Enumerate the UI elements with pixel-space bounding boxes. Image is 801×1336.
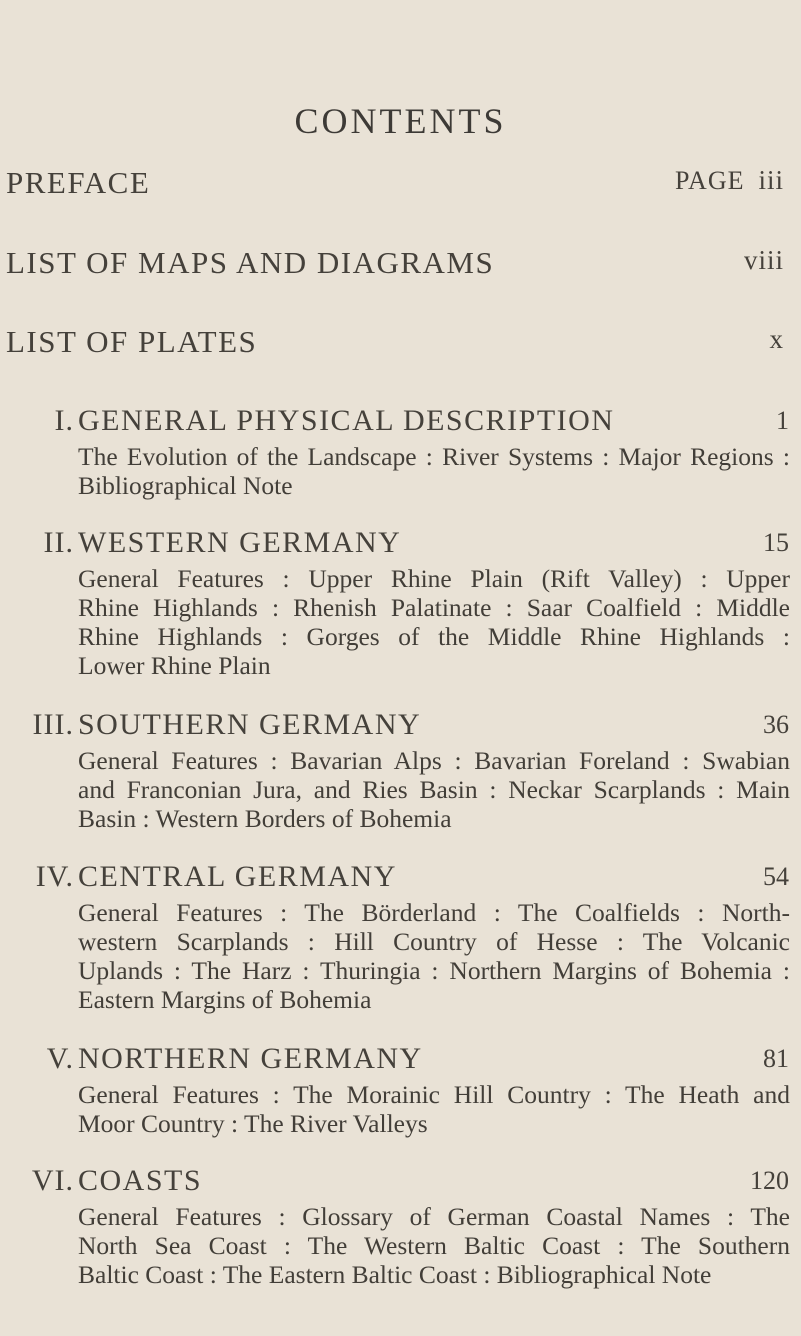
chapter-number: II. (43, 526, 74, 559)
description-line: General Features : Bavarian Alps : Bavarian Foreland : Swabian (78, 746, 790, 775)
chapter-page: 81 (763, 1044, 789, 1073)
chapter-description (78, 746, 790, 833)
chapter-page: 36 (763, 710, 789, 739)
page-number: iii (758, 165, 784, 195)
chapter-page: 54 (763, 862, 789, 891)
description-line: Moor Country : The River Valleys (78, 1109, 428, 1138)
description-line: western Scarplands : Hill Country of Hesse : The Volcanic (78, 927, 790, 956)
chapter-heading: SOUTHERN GERMANY (78, 708, 422, 741)
front-matter-maps (6, 245, 792, 281)
chapter-heading: WESTERN GERMANY (78, 526, 402, 559)
chapter-page: 120 (750, 1166, 789, 1195)
chapter-heading: CENTRAL GERMANY (78, 860, 397, 893)
chapter-heading: COASTS (78, 1164, 203, 1197)
chapter-number: I. (54, 404, 74, 437)
description-line: General Features : Glossary of German Coastal Names : The (78, 1202, 790, 1231)
chapter-description (78, 442, 790, 500)
front-matter-label: PREFACE (6, 165, 151, 200)
description-line: Rhine Highlands : Rhenish Palatinate : Saar Coalfield : Middle (78, 593, 790, 622)
front-matter-preface (6, 165, 792, 201)
front-matter-label: LIST OF PLATES (6, 324, 258, 359)
description-line: North Sea Coast : The Western Baltic Coast : The Southern (78, 1231, 790, 1260)
chapter-number: III. (32, 708, 74, 741)
description-line: Basin : Western Borders of Bohemia (78, 804, 452, 833)
front-matter-plates (6, 324, 792, 360)
chapter-number: IV. (35, 860, 74, 893)
chapter-description (78, 564, 790, 680)
chapter-description (78, 1202, 790, 1289)
chapter-number: VI. (31, 1164, 74, 1197)
description-line: Rhine Highlands : Gorges of the Middle Rhine Highlands : (78, 622, 790, 651)
description-line: Uplands : The Harz : Thuringia : Northern Margins of Bohemia : (78, 956, 790, 985)
description-line: General Features : The Morainic Hill Country : The Heath and (78, 1080, 790, 1109)
front-matter-page (675, 165, 784, 196)
description-line: and Franconian Jura, and Ries Basin : Neckar Scarplands : Main (78, 775, 790, 804)
page-number: viii (743, 245, 784, 275)
chapter-number: V. (46, 1042, 74, 1075)
chapter-page: 15 (763, 528, 789, 557)
front-matter-page (770, 324, 785, 355)
description-line: Bibliographical Note (78, 471, 293, 500)
chapter-heading: GENERAL PHYSICAL DESCRIPTION (78, 404, 615, 437)
description-line: Lower Rhine Plain (78, 651, 271, 680)
page-title: CONTENTS (294, 101, 507, 141)
description-line: The Evolution of the Landscape : River Systems : Major Regions : (78, 442, 790, 471)
page-prefix: PAGE (674, 166, 745, 195)
description-line: Eastern Margins of Bohemia (78, 985, 372, 1014)
chapter-description (78, 898, 790, 1014)
description-line: General Features : Upper Rhine Plain (Rift Valley) : Upper (78, 564, 790, 593)
description-line: General Features : The Börderland : The Coalfields : North- (78, 898, 790, 927)
front-matter-page (744, 245, 784, 276)
description-line: Baltic Coast : The Eastern Baltic Coast : Bibliographical Note (78, 1260, 712, 1289)
chapter-heading: NORTHERN GERMANY (78, 1042, 423, 1075)
chapter-page: 1 (776, 406, 789, 435)
chapter-description (78, 1080, 790, 1138)
front-matter-label: LIST OF MAPS AND DIAGRAMS (6, 245, 495, 280)
page-number: x (769, 324, 784, 354)
